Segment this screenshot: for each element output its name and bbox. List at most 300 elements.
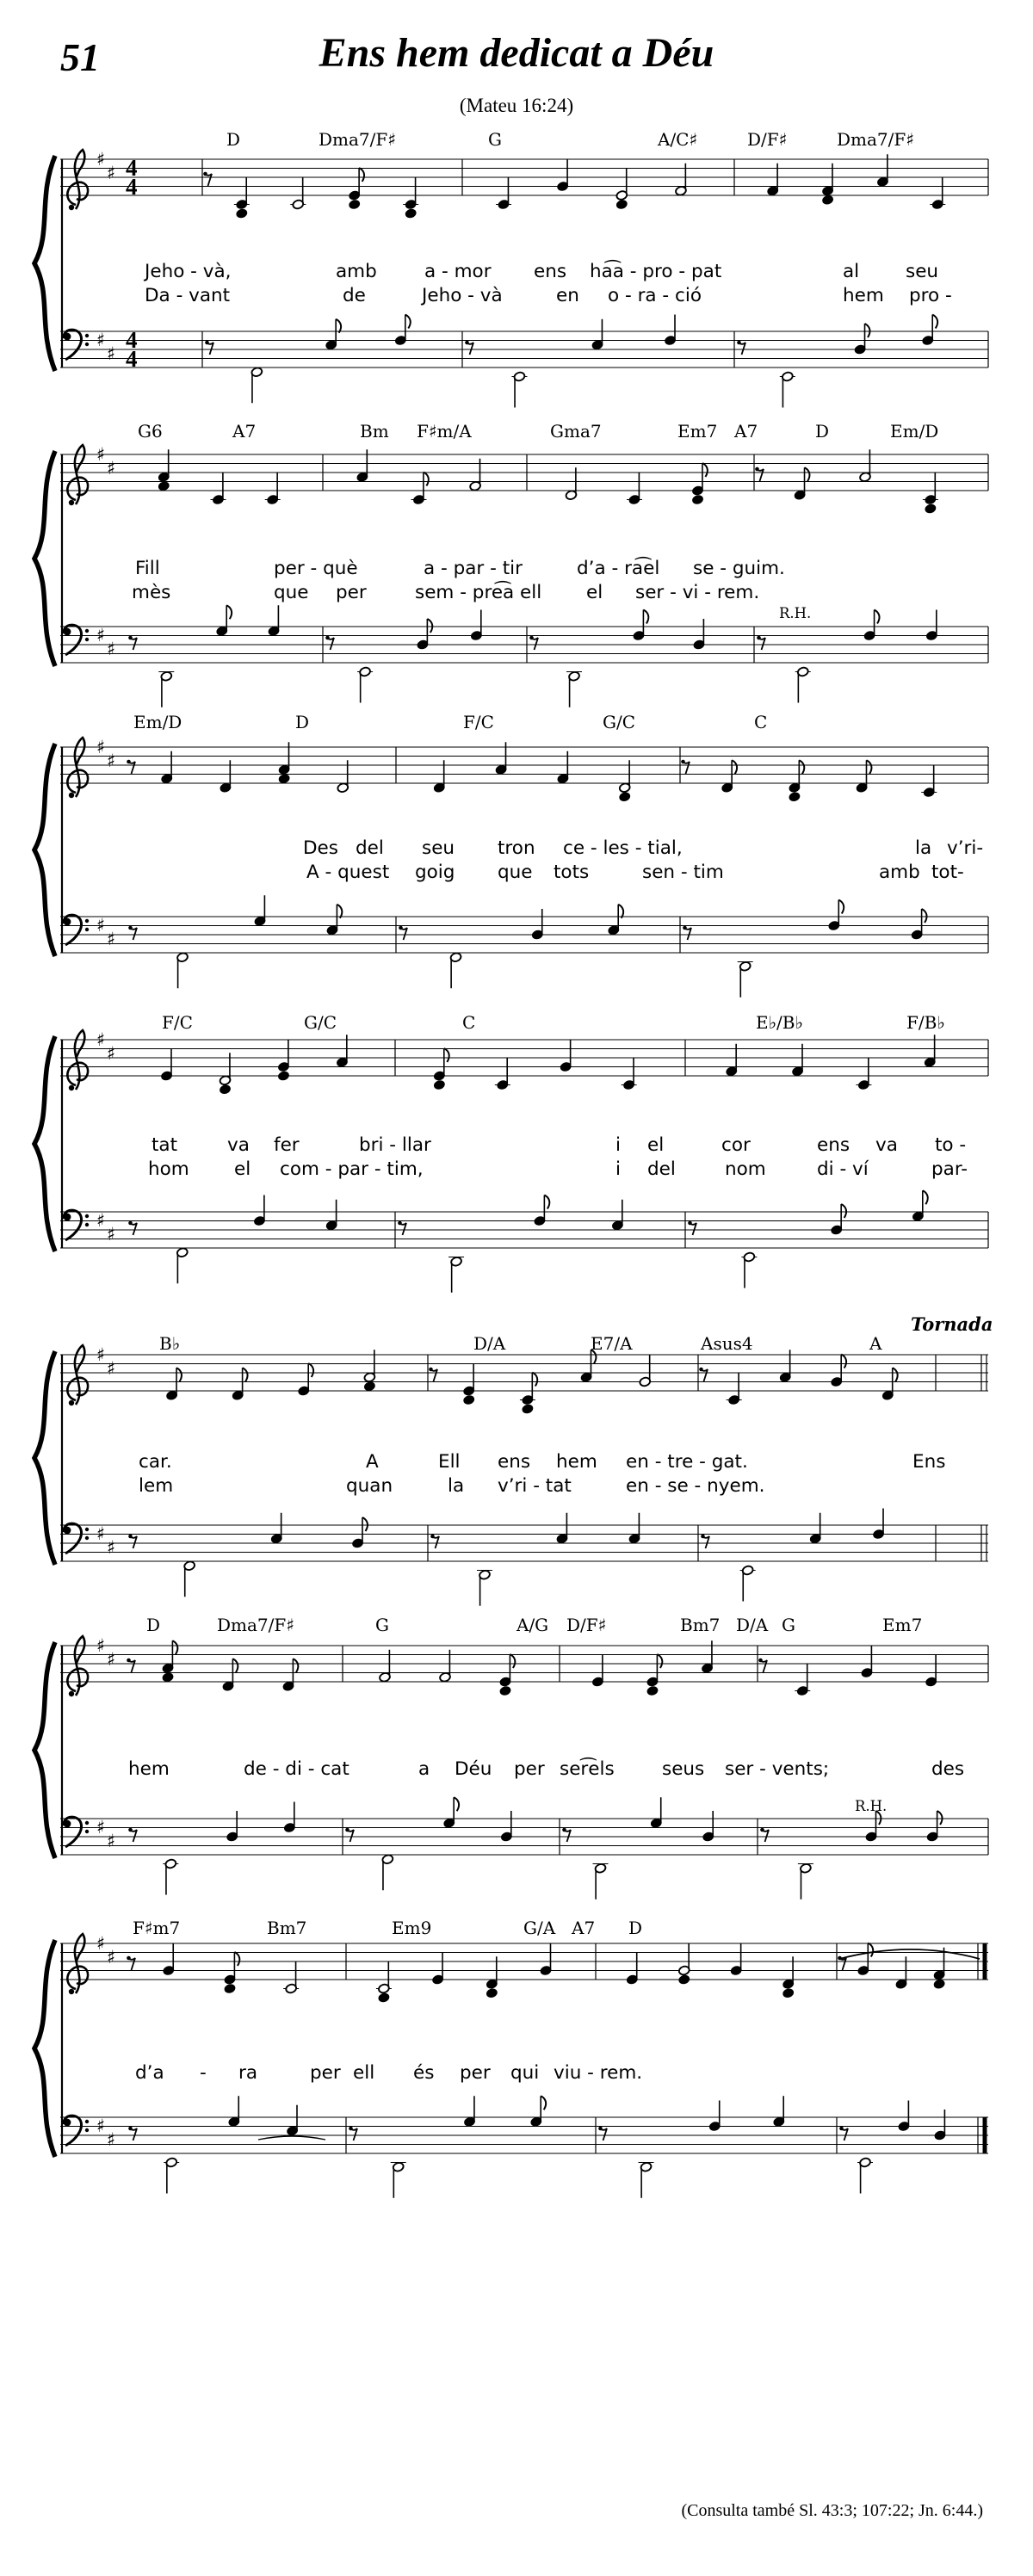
- note-head: [821, 195, 833, 205]
- sharp-icon: ♯: [96, 149, 106, 170]
- note-flag: [243, 1368, 248, 1381]
- eighth-rest-icon: [529, 636, 534, 640]
- note-flag: [532, 1373, 537, 1387]
- note-flag: [643, 610, 648, 624]
- chord-symbol: Em9: [392, 1918, 432, 1938]
- note-head: [219, 1084, 231, 1095]
- eighth-rest-icon: [688, 1221, 692, 1226]
- chord-symbol: F♯m/A: [417, 421, 472, 442]
- note-flag: [359, 168, 364, 182]
- note-head: [925, 503, 937, 514]
- note-flag: [868, 1943, 873, 1957]
- sharp-icon: ♯: [107, 1831, 116, 1851]
- lyric-syllable: hem: [843, 285, 884, 306]
- sharp-icon: ♯: [96, 1029, 106, 1050]
- eighth-rest-icon: [699, 1368, 703, 1372]
- time-signature: 4: [126, 327, 138, 353]
- lyric-syllable: hem: [556, 1451, 597, 1473]
- note-head: [236, 208, 248, 219]
- sharp-icon: ♯: [107, 163, 116, 183]
- bass-clef-icon: [85, 1536, 89, 1540]
- lyric-syllable: va: [227, 1134, 250, 1156]
- chord-symbol: D/A: [473, 1333, 506, 1354]
- chord-symbol: Em/D: [133, 712, 182, 732]
- grand-staff-brace: [34, 1940, 55, 2157]
- lyric-syllable: quan: [346, 1475, 393, 1497]
- lyric-syllable: sem - pre͡a ell: [415, 582, 542, 603]
- chord-symbol: Bm7: [680, 1615, 721, 1635]
- eighth-rest-icon: [430, 1535, 435, 1539]
- note-head: [363, 1381, 375, 1392]
- sharp-icon: ♯: [96, 1523, 106, 1544]
- lyric-syllable: a - mor: [424, 261, 492, 282]
- chord-symbol: F/C: [463, 712, 494, 732]
- lyric-syllable: hom: [148, 1158, 189, 1180]
- chord-symbol: A/G: [516, 1615, 549, 1635]
- annotation-right-hand: R.H.: [779, 605, 812, 621]
- lyric-syllable: d’a: [135, 2062, 164, 2084]
- sharp-icon: ♯: [96, 1344, 106, 1365]
- chord-symbol: G/C: [304, 1012, 337, 1033]
- lyric-syllable: o - ra - ció: [608, 285, 702, 306]
- note-flag: [226, 605, 232, 619]
- lyric-syllable: ell: [353, 2062, 375, 2084]
- eighth-rest-icon: [757, 636, 761, 640]
- treble-clef-icon: [69, 1400, 74, 1405]
- chord-symbol: C: [462, 1012, 476, 1033]
- lyric-syllable: el: [234, 1158, 251, 1180]
- lyric-syllable: v’ri-: [947, 837, 984, 859]
- note-head: [619, 792, 631, 802]
- lyric-syllable: el: [647, 1134, 665, 1156]
- note-head: [486, 1988, 498, 1998]
- lyric-syllable: ens: [498, 1451, 531, 1473]
- bass-clef-icon: [85, 343, 89, 346]
- eighth-rest-icon: [127, 760, 131, 764]
- note-flag: [510, 1654, 515, 1668]
- sharp-icon: ♯: [96, 1933, 106, 1954]
- lyric-syllable: to -: [935, 1134, 967, 1156]
- sharp-icon: ♯: [107, 1649, 116, 1670]
- note-head: [691, 494, 703, 504]
- song-title: Ens hem dedicat a Déu: [319, 30, 714, 76]
- sharp-icon: ♯: [107, 343, 116, 364]
- eighth-rest-icon: [839, 2127, 844, 2131]
- lyric-syllable: del: [647, 1158, 676, 1180]
- bass-clef-icon: [85, 334, 89, 337]
- chord-symbol: G/C: [603, 712, 636, 732]
- eighth-rest-icon: [128, 2127, 133, 2131]
- sharp-icon: ♯: [107, 1043, 116, 1064]
- eighth-rest-icon: [127, 1659, 131, 1663]
- chord-symbol: D: [295, 712, 310, 732]
- lyric-syllable: Jeho - và,: [145, 261, 232, 282]
- sharp-icon: ♯: [96, 737, 106, 757]
- lyric-syllable: que: [274, 582, 309, 603]
- lyric-syllable: mès: [132, 582, 171, 603]
- sharp-icon: ♯: [96, 330, 106, 350]
- bass-clef-icon: [85, 629, 89, 633]
- lyric-syllable: di - ví: [817, 1158, 869, 1180]
- note-flag: [841, 1204, 846, 1218]
- note-flag: [657, 1654, 662, 1668]
- lyric-syllable: tat: [152, 1134, 178, 1156]
- chord-symbol: A/C♯: [658, 129, 698, 150]
- note-head: [378, 1992, 390, 2003]
- lyric-syllable: del: [356, 837, 384, 859]
- lyric-syllable: ha͡a - pro - pat: [590, 261, 722, 282]
- bass-clef-icon: [85, 2120, 89, 2123]
- eighth-rest-icon: [681, 760, 685, 764]
- scripture-reference: (Mateu 16:24): [459, 95, 574, 116]
- lyric-syllable: en: [556, 285, 579, 306]
- chord-symbol: F/C: [162, 1012, 193, 1033]
- lyric-syllable: A: [366, 1451, 379, 1473]
- note-flag: [337, 905, 342, 918]
- lyric-syllable: Ens: [912, 1451, 946, 1473]
- treble-clef-icon: [69, 1691, 74, 1696]
- lyric-syllable: ser͡els: [560, 1758, 615, 1780]
- lyric-syllable: com - par - tim,: [280, 1158, 424, 1180]
- lyric-syllable: hem: [128, 1758, 170, 1780]
- note-head: [349, 199, 361, 209]
- chord-symbol: B♭: [159, 1333, 181, 1354]
- chord-symbol: Gma7: [550, 421, 602, 442]
- lyric-syllable: tot-: [931, 862, 964, 883]
- time-signature: 4: [126, 174, 138, 200]
- lyric-syllable: a - par - tir: [424, 558, 523, 579]
- eighth-rest-icon: [755, 467, 759, 472]
- lyric-syllable: tron: [498, 837, 535, 859]
- eighth-rest-icon: [683, 926, 687, 930]
- sharp-icon: ♯: [107, 929, 116, 949]
- note-flag: [838, 900, 844, 914]
- note-flag: [805, 467, 810, 481]
- note-head: [678, 1974, 690, 1985]
- lyric-syllable: tots: [554, 862, 590, 883]
- eighth-rest-icon: [465, 341, 469, 345]
- note-head: [499, 1685, 511, 1696]
- lyric-syllable: seu: [906, 261, 939, 282]
- chord-symbol: E7/A: [591, 1333, 633, 1354]
- note-flag: [544, 1195, 549, 1209]
- note-head: [277, 1071, 289, 1081]
- note-flag: [702, 463, 708, 477]
- note-flag: [444, 1048, 449, 1062]
- sharp-icon: ♯: [96, 444, 106, 465]
- lyric-syllable: per - què: [274, 558, 358, 579]
- lyric-syllable: va: [875, 1134, 898, 1156]
- treble-clef-icon: [69, 793, 74, 798]
- note-head: [162, 1672, 174, 1683]
- note-flag: [336, 319, 341, 333]
- chord-symbol: D: [226, 129, 241, 150]
- sharp-icon: ♯: [107, 2129, 116, 2150]
- lyric-syllable: en - tre - gat.: [626, 1451, 748, 1473]
- chord-symbol: D: [146, 1615, 161, 1635]
- note-head: [463, 1394, 475, 1405]
- eighth-rest-icon: [598, 2127, 603, 2131]
- lyric-syllable: car.: [139, 1451, 172, 1473]
- chord-symbol: Em7: [882, 1615, 923, 1635]
- bass-clef-icon: [85, 1528, 89, 1531]
- chord-symbol: Em7: [677, 421, 718, 442]
- lyric-syllable: per: [460, 2062, 491, 2084]
- grand-staff-brace: [34, 1351, 55, 1565]
- chord-symbol: C: [754, 712, 768, 732]
- eighth-rest-icon: [128, 1221, 133, 1226]
- lyric-syllable: viu - rem.: [554, 2062, 643, 2084]
- note-flag: [176, 1368, 182, 1381]
- treble-clef-icon: [69, 500, 74, 505]
- lyric-syllable: de - di - cat: [244, 1758, 349, 1780]
- note-flag: [922, 909, 927, 923]
- bass-clef-icon: [85, 928, 89, 931]
- lyric-syllable: des: [931, 1758, 965, 1780]
- sharp-icon: ♯: [96, 625, 106, 646]
- lyric-syllable: Déu: [455, 1758, 492, 1780]
- note-head: [224, 1983, 236, 1993]
- sharp-icon: ♯: [96, 2116, 106, 2136]
- annotation-tornada: Tornada: [911, 1313, 993, 1335]
- lyric-syllable: i: [615, 1134, 621, 1156]
- lyric-syllable: per: [514, 1758, 545, 1780]
- note-flag: [618, 905, 623, 918]
- grand-staff-brace: [34, 744, 55, 956]
- bass-clef-icon: [85, 1821, 89, 1825]
- note-flag: [841, 1355, 846, 1368]
- note-flag: [427, 619, 432, 633]
- chord-symbol: Dma7/F♯: [217, 1615, 294, 1635]
- sharp-icon: ♯: [107, 458, 116, 479]
- chord-symbol: G: [375, 1615, 389, 1635]
- lyric-syllable: ens: [817, 1134, 851, 1156]
- chord-symbol: A7: [572, 1918, 596, 1938]
- lyric-syllable: cor: [721, 1134, 751, 1156]
- chord-symbol: G6: [138, 421, 163, 442]
- note-head: [782, 1988, 795, 1998]
- bass-clef-icon: [85, 1223, 89, 1226]
- note-flag: [454, 1797, 459, 1811]
- lyric-syllable: a: [418, 1758, 430, 1780]
- bass-clef-icon: [85, 1214, 89, 1218]
- lyric-syllable: Ell: [438, 1451, 461, 1473]
- lyric-syllable: el: [586, 582, 603, 603]
- bass-clef-icon: [85, 638, 89, 641]
- eighth-rest-icon: [345, 1828, 349, 1832]
- chord-symbol: G: [488, 129, 502, 150]
- lyric-syllable: nom: [725, 1158, 766, 1180]
- time-signature: 4: [126, 155, 138, 181]
- chord-symbol: F/B♭: [906, 1012, 945, 1033]
- note-flag: [799, 760, 804, 774]
- lyric-syllable: per: [310, 2062, 341, 2084]
- lyric-syllable: fer: [274, 1134, 300, 1156]
- note-flag: [405, 315, 411, 329]
- note-head: [158, 481, 170, 491]
- lyric-syllable: de: [343, 285, 366, 306]
- eighth-rest-icon: [128, 1828, 133, 1832]
- note-flag: [732, 760, 737, 774]
- note-flag: [541, 2096, 546, 2110]
- sharp-icon: ♯: [107, 1537, 116, 1558]
- note-flag: [424, 473, 429, 486]
- note-flag: [866, 760, 871, 774]
- lyric-syllable: en - se - nyem.: [626, 1475, 765, 1497]
- eighth-rest-icon: [325, 636, 330, 640]
- lyric-syllable: bri - llar: [359, 1134, 431, 1156]
- note-flag: [232, 1659, 238, 1672]
- chord-symbol: G: [782, 1615, 795, 1635]
- sharp-icon: ♯: [107, 639, 116, 659]
- note-flag: [875, 610, 880, 624]
- chord-symbol: Dma7/F♯: [319, 129, 396, 150]
- lyric-syllable: goig: [415, 862, 455, 883]
- sharp-icon: ♯: [96, 1817, 106, 1838]
- sharp-icon: ♯: [107, 1358, 116, 1379]
- lyric-syllable: que: [498, 862, 533, 883]
- lyric-syllable: v’ri - tat: [498, 1475, 572, 1497]
- lyric-syllable: seus: [662, 1758, 705, 1780]
- eighth-rest-icon: [128, 1535, 133, 1539]
- lyric-syllable: ser - vi - rem.: [635, 582, 760, 603]
- time-signature: 4: [126, 346, 138, 372]
- lyric-syllable: qui: [510, 2062, 540, 2084]
- eighth-rest-icon: [205, 341, 209, 345]
- chord-symbol: Em/D: [890, 421, 939, 442]
- grand-staff-brace: [34, 1642, 55, 1858]
- lyric-syllable: par-: [931, 1158, 968, 1180]
- lyric-syllable: ser - vents;: [725, 1758, 830, 1780]
- note-head: [646, 1685, 659, 1696]
- chord-symbol: D/F♯: [566, 1615, 607, 1635]
- eighth-rest-icon: [758, 1659, 763, 1663]
- sharp-icon: ♯: [107, 1947, 116, 1968]
- eighth-rest-icon: [349, 2127, 353, 2131]
- chord-symbol: D: [628, 1918, 643, 1938]
- lyric-syllable: amb: [879, 862, 920, 883]
- lyric-syllable: i: [615, 1158, 621, 1180]
- lyric-syllable: amb: [336, 261, 377, 282]
- chord-symbol: Bm: [360, 421, 389, 442]
- note-flag: [865, 324, 870, 337]
- eighth-rest-icon: [562, 1828, 566, 1832]
- note-head: [933, 1979, 945, 1989]
- sharp-icon: ♯: [107, 751, 116, 771]
- lyric-syllable: seu: [422, 837, 455, 859]
- note-head: [278, 774, 290, 784]
- note-head: [789, 792, 801, 802]
- treble-clef-icon: [69, 1989, 74, 1994]
- lyric-syllable: Fill: [135, 558, 160, 579]
- grand-staff-brace: [34, 156, 55, 371]
- chord-symbol: D/A: [736, 1615, 769, 1635]
- note-head: [522, 1404, 534, 1414]
- sharp-icon: ♯: [107, 1224, 116, 1245]
- chord-symbol: F♯m7: [133, 1918, 181, 1938]
- note-head: [405, 208, 417, 219]
- eighth-rest-icon: [203, 172, 207, 176]
- lyric-syllable: A - quest: [306, 862, 390, 883]
- treble-clef-icon: [69, 205, 74, 210]
- chord-symbol: Asus4: [701, 1333, 753, 1354]
- note-head: [433, 1079, 445, 1090]
- chord-symbol: A7: [734, 421, 758, 442]
- sharp-icon: ♯: [96, 1635, 106, 1656]
- bass-clef-icon: [85, 1830, 89, 1833]
- sharp-icon: ♯: [96, 1210, 106, 1231]
- note-flag: [893, 1368, 898, 1381]
- eighth-rest-icon: [127, 1956, 131, 1961]
- bass-clef-icon: [85, 2128, 89, 2132]
- note-flag: [293, 1659, 298, 1672]
- lyric-syllable: lem: [139, 1475, 174, 1497]
- grand-staff-brace: [34, 451, 55, 666]
- chord-symbol: G/A: [523, 1918, 556, 1938]
- annotation-right-hand: R.H.: [855, 1798, 888, 1814]
- lyric-syllable: per: [336, 582, 367, 603]
- eighth-rest-icon: [737, 341, 741, 345]
- note-flag: [308, 1363, 313, 1377]
- lyric-syllable: d’a - ra͡el: [577, 558, 660, 579]
- chord-symbol: E♭/B♭: [756, 1012, 803, 1033]
- note-flag: [923, 1190, 928, 1204]
- lyric-syllable: és: [413, 2062, 435, 2084]
- note-flag: [932, 315, 937, 329]
- eighth-rest-icon: [399, 926, 403, 930]
- grand-staff-brace: [34, 1036, 55, 1251]
- lyric-syllable: Des: [303, 837, 338, 859]
- bass-clef-icon: [85, 919, 89, 923]
- eighth-rest-icon: [760, 1828, 764, 1832]
- eighth-rest-icon: [128, 926, 133, 930]
- eighth-rest-icon: [398, 1221, 402, 1226]
- chord-symbol: A7: [232, 421, 257, 442]
- lyric-syllable: pro -: [909, 285, 952, 306]
- lyric-syllable: la: [448, 1475, 465, 1497]
- lyric-syllable: sen - tim: [642, 862, 724, 883]
- lyric-syllable: ce - les - tial,: [563, 837, 683, 859]
- note-flag: [937, 1811, 943, 1825]
- lyric-syllable: ra: [238, 2062, 258, 2084]
- note-flag: [172, 1640, 177, 1654]
- slur: [258, 2136, 325, 2140]
- footer-reference: (Consulta també Sl. 43:3; 107:22; Jn. 6:44.): [681, 2501, 983, 2520]
- eighth-rest-icon: [701, 1535, 705, 1539]
- chord-symbol: Dma7/F♯: [837, 129, 914, 150]
- lyric-syllable: -: [200, 2062, 207, 2084]
- note-flag: [234, 1952, 239, 1966]
- eighth-rest-icon: [128, 636, 133, 640]
- treble-clef-icon: [69, 1085, 74, 1090]
- lyric-syllable: Jeho - và: [422, 285, 503, 306]
- lyric-syllable: al: [843, 261, 860, 282]
- song-number: 51: [60, 35, 100, 79]
- chord-symbol: D: [815, 421, 830, 442]
- lyric-syllable: ens: [534, 261, 567, 282]
- lyric-syllable: la: [915, 837, 932, 859]
- chord-symbol: D/F♯: [747, 129, 788, 150]
- eighth-rest-icon: [429, 1368, 433, 1372]
- note-flag: [362, 1517, 368, 1531]
- lyric-syllable: se - guim.: [693, 558, 785, 579]
- chord-symbol: Bm7: [267, 1918, 307, 1938]
- note-head: [615, 199, 628, 209]
- lyric-syllable: Da - vant: [145, 285, 231, 306]
- chord-symbol: A: [869, 1333, 882, 1354]
- slur: [839, 1949, 980, 1959]
- sharp-icon: ♯: [96, 915, 106, 936]
